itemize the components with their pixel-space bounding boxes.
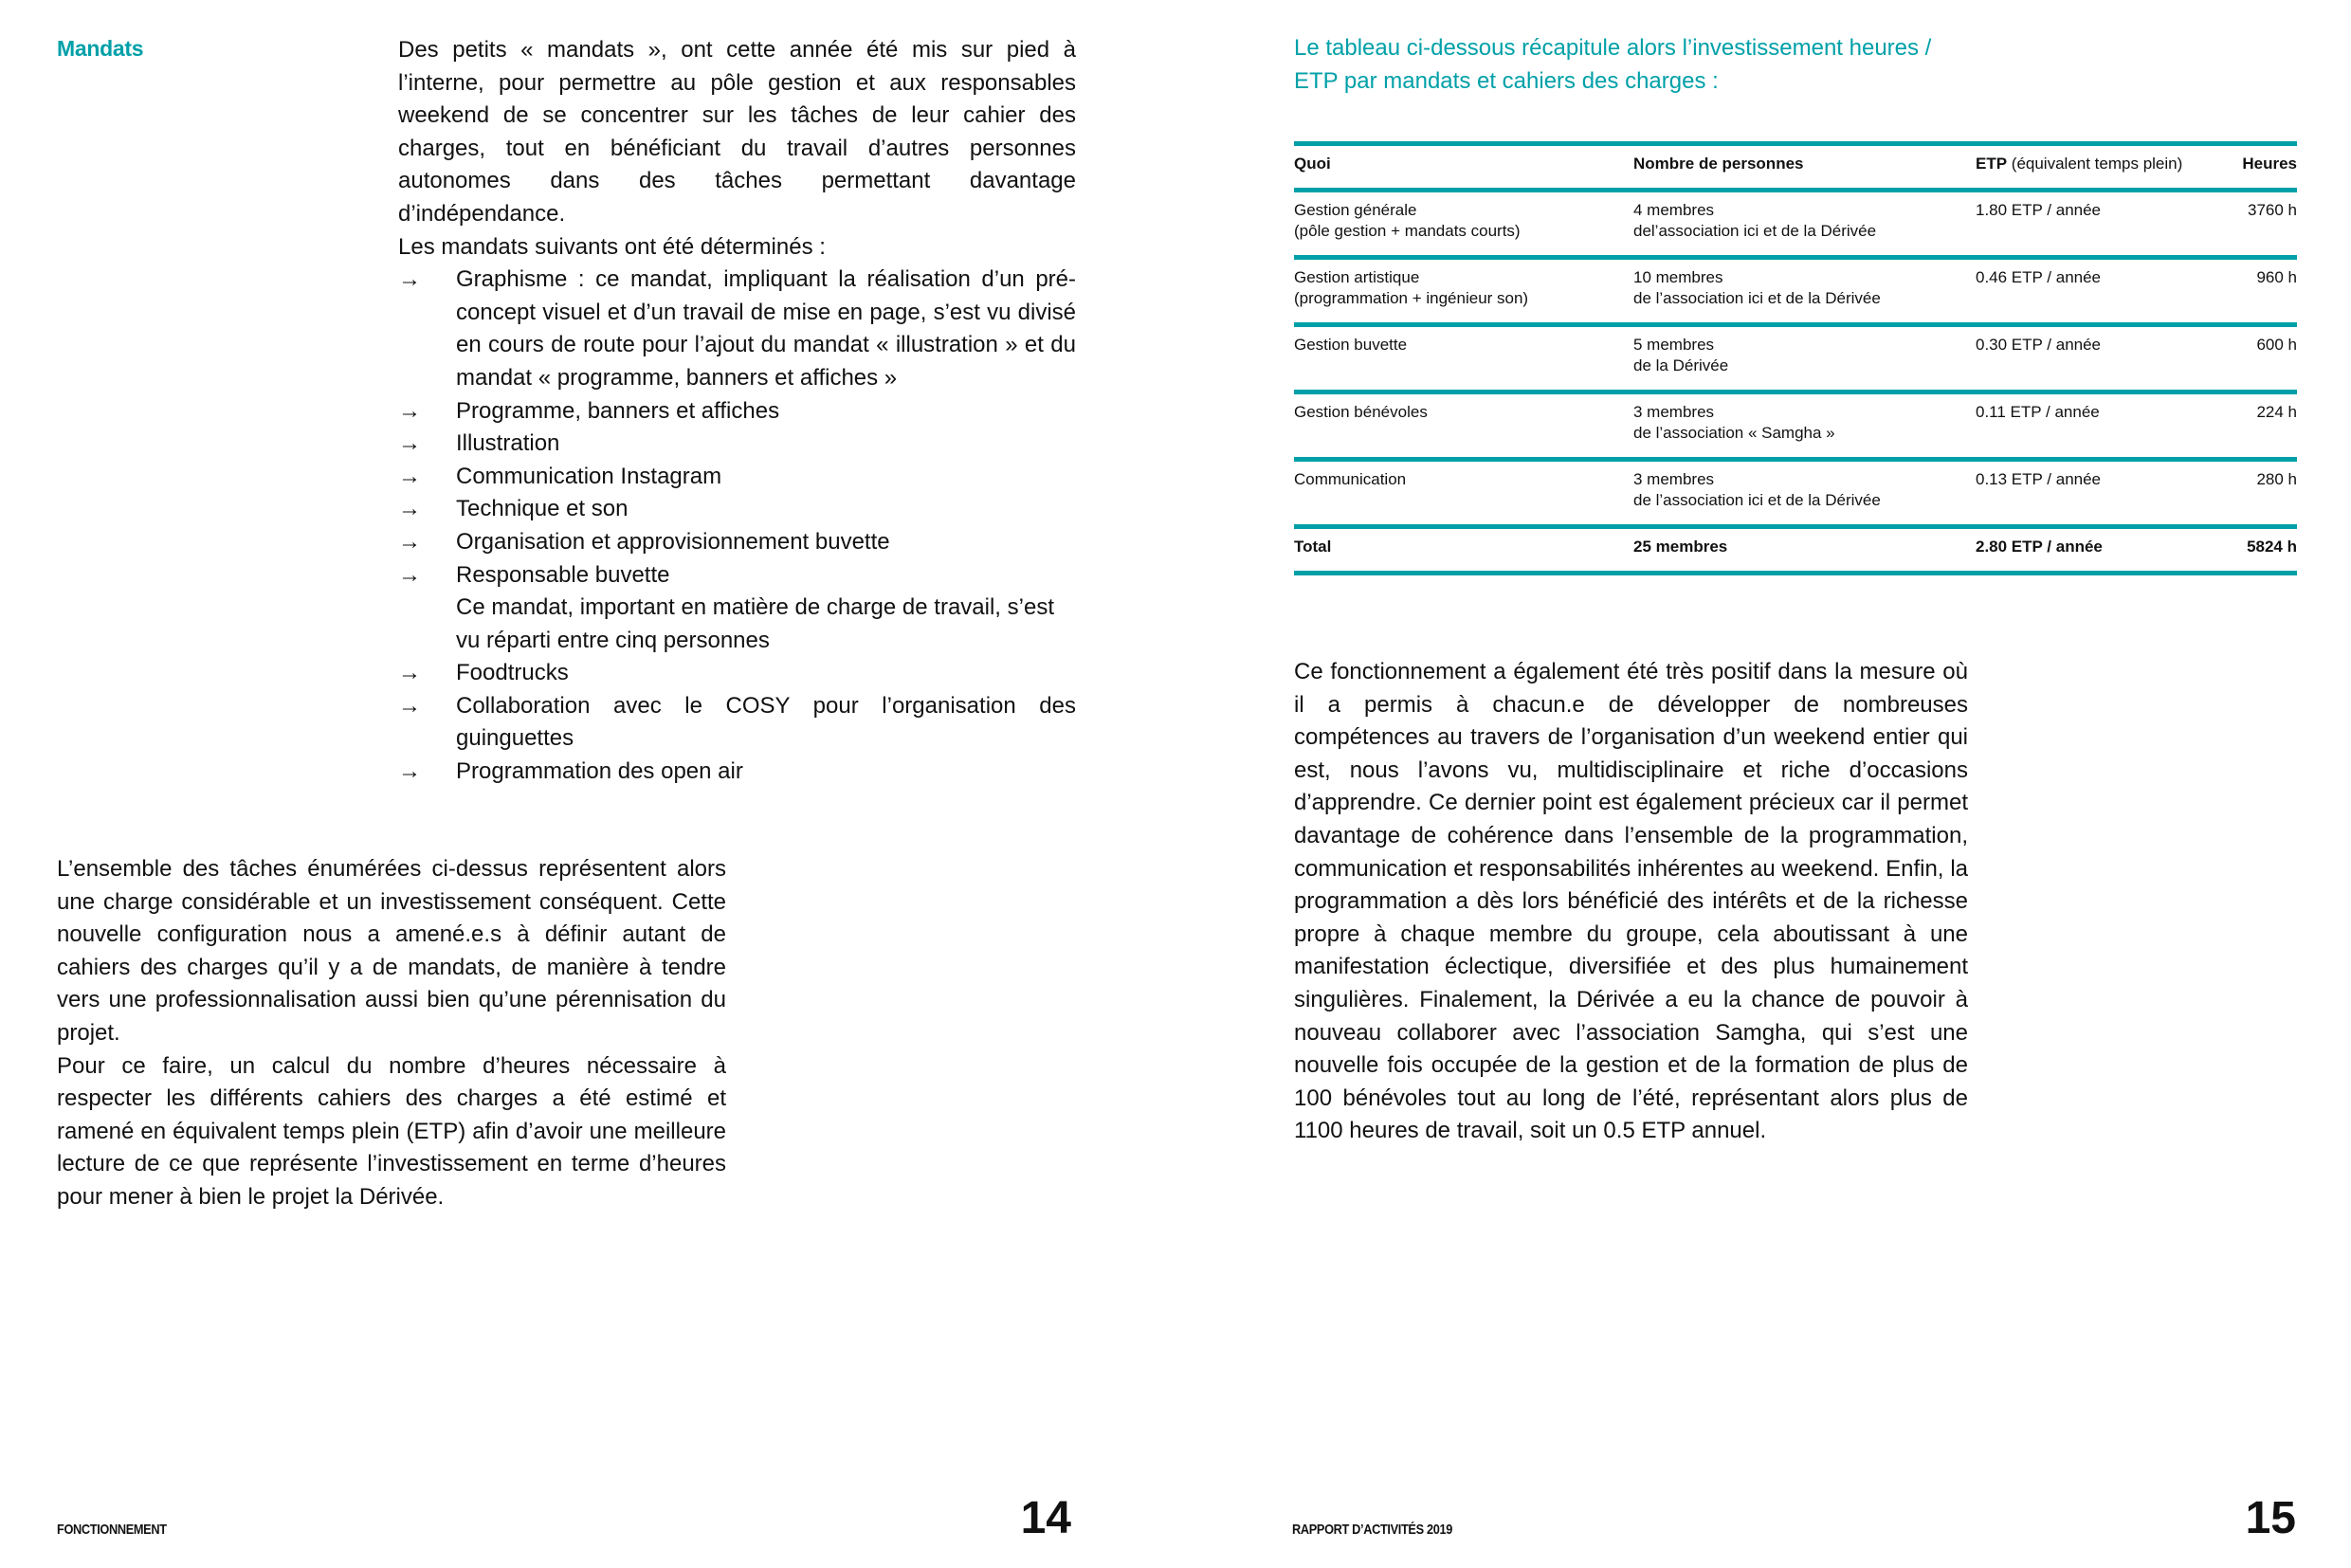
- list-item: → Communication Instagram: [398, 461, 1076, 494]
- arrow-right-icon: →: [398, 397, 421, 424]
- header-people: Nombre de personnes: [1633, 141, 1976, 188]
- table-row: [1294, 188, 2297, 255]
- cell-people: 3 membres de l’association ici et de la Dérivée: [1633, 457, 1976, 524]
- cell-what: Communication: [1294, 457, 1633, 524]
- intro-paragraph: Des petits « mandats », ont cette année été mis sur pied à l’interne, pour permettre au pôle gestion et aux responsables weekend de se concentrer sur les tâches de leur cahier des charges, tout en bénéficiant du travail d’autres personnes autonomes dans des tâches permettant davantage d’indépendance.: [398, 37, 1076, 227]
- section-heading-mandats: Mandats: [57, 36, 144, 61]
- footer-report-label: RAPPORT D’ACTIVITÉS 2019: [1292, 1522, 1452, 1538]
- paragraph: Ce fonctionnement a également été très positif dans la mesure où il a permis à chacun.e de développer de nombreuses compétences au travers de l’organisation d’un weekend entier qui est, nous l’avons vu, multidisciplinaire et riche d’occasions d’apprendre. Ce dernier point est également précieux car il permet davantage de cohérence dans l’ensemble de la programmation, communication et responsabilités inhérentes au weekend. Enfin, la programmation a dès lors bénéficié des intérêts et de la richesse propre à chaque membre du groupe, cela aboutissant à une manifestation éclectique, diversifiée et des plus humainement singulières. Finalement, la Dérivée a eu la chance de pouvoir à nouveau collaborer avec l’association Samgha, qui s’est une nouvelle fois occupée de la gestion et de la formation de plus de 100 bénévoles tout au long de l’été, représentant alors plus de 1100 heures de travail, soit un 0.5 ETP annuel.: [1294, 659, 1968, 1144]
- list-item: → Programmation des open air: [398, 756, 1076, 789]
- list-item: → Illustration: [398, 428, 1076, 461]
- table-row: [1294, 255, 2297, 322]
- cell-hours: 280 h: [2213, 457, 2297, 524]
- list-item: → Organisation et approvisionnement buvette: [398, 526, 1076, 559]
- cell-hours: 600 h: [2213, 322, 2297, 390]
- table-row: [1294, 457, 2297, 524]
- paragraph: L’ensemble des tâches énumérées ci-dessus représentent alors une charge considérable et un investissement conséquent. Cette nouvelle configuration nous a amené.e.s à définir autant de cahiers des charges qu’il y a de mandats, de manière à tendre vers une professionnalisation aussi bien qu’une pérennisation du projet.: [57, 856, 726, 1046]
- mandats-column: [398, 34, 1076, 789]
- etp-summary-table: [1294, 141, 2297, 575]
- paragraph: Pour ce faire, un calcul du nombre d’heures nécessaire à respecter les différents cahiers des charges a été estimé et ramené en équivalent temps plein (ETP) afin d’avoir une meilleure lecture de ce que représente l’investissement en terme d’heures pour mener à bien le projet la Dérivée.: [57, 1052, 726, 1210]
- mandates-list: [398, 264, 1076, 789]
- cell-hours: 3760 h: [2213, 188, 2297, 255]
- list-item: → Collaboration avec le COSY pour l’organisation des guinguettes: [398, 690, 1076, 756]
- arrow-right-icon: →: [398, 528, 421, 555]
- arrow-right-icon: →: [398, 758, 421, 785]
- footer-section-label: FONCTIONNEMENT: [57, 1522, 167, 1538]
- cell-etp: 0.30 ETP / année: [1976, 322, 2213, 390]
- cell-etp: 0.46 ETP / année: [1976, 255, 2213, 322]
- total-label: Total: [1294, 524, 1633, 575]
- cell-etp: 0.13 ETP / année: [1976, 457, 2213, 524]
- list-item-note: Ce mandat, important en matière de charge de travail, s’est vu réparti entre cinq personnes: [456, 594, 1054, 653]
- cell-what: Gestion buvette: [1294, 322, 1633, 390]
- list-item: → Foodtrucks: [398, 657, 1076, 690]
- cell-what: Gestion bénévoles: [1294, 390, 1633, 457]
- workload-paragraphs: [57, 853, 726, 1214]
- list-item: → Programme, banners et affiches: [398, 395, 1076, 428]
- cell-etp: 1.80 ETP / année: [1976, 188, 2213, 255]
- table-row: [1294, 322, 2297, 390]
- page-number: 14: [1020, 1493, 1071, 1543]
- arrow-right-icon: →: [398, 266, 421, 293]
- total-people: 25 membres: [1633, 524, 1976, 575]
- arrow-right-icon: →: [398, 496, 421, 522]
- header-etp: ETP (équivalent temps plein): [1976, 141, 2213, 188]
- list-intro: Les mandats suivants ont été déterminés :: [398, 233, 826, 260]
- total-hours: 5824 h: [2213, 524, 2297, 575]
- arrow-right-icon: →: [398, 430, 421, 457]
- cell-people: 5 membres de la Dérivée: [1633, 322, 1976, 390]
- table-header-row: [1294, 141, 2297, 188]
- cell-etp: 0.11 ETP / année: [1976, 390, 2213, 457]
- list-item: → Graphisme : ce mandat, impliquant la réalisation d’un pré-concept visuel et d’un travail de mise en page, s’est vu divisé en cours de route pour l’ajout du mandat « illustration » et du mandat « programme, banners et affiches »: [398, 264, 1076, 394]
- cell-people: 4 membres del’association ici et de la Dérivée: [1633, 188, 1976, 255]
- table-row: [1294, 390, 2297, 457]
- cell-what: Gestion générale (pôle gestion + mandats courts): [1294, 188, 1633, 255]
- cell-people: 10 membres de l’association ici et de la Dérivée: [1633, 255, 1976, 322]
- table-intro: Le tableau ci-dessous récapitule alors l’investissement heures / ETP par mandats et cahiers des charges :: [1294, 35, 1932, 94]
- cell-people: 3 membres de l’association « Samgha »: [1633, 390, 1976, 457]
- cell-hours: 960 h: [2213, 255, 2297, 322]
- table-total-row: [1294, 524, 2297, 575]
- conclusion-paragraph-block: [1294, 656, 1968, 1148]
- total-etp: 2.80 ETP / année: [1976, 524, 2213, 575]
- page-number: 15: [2245, 1493, 2296, 1543]
- header-hours: Heures: [2213, 141, 2297, 188]
- list-item: → Technique et son: [398, 493, 1076, 526]
- arrow-right-icon: →: [398, 660, 421, 686]
- arrow-right-icon: →: [398, 692, 421, 719]
- list-item: → Responsable buvette Ce mandat, important en matière de charge de travail, s’est vu réparti entre cinq personnes: [398, 559, 1076, 658]
- header-what: Quoi: [1294, 141, 1633, 188]
- cell-hours: 224 h: [2213, 390, 2297, 457]
- cell-what: Gestion artistique (programmation + ingénieur son): [1294, 255, 1633, 322]
- arrow-right-icon: →: [398, 463, 421, 489]
- arrow-right-icon: →: [398, 561, 421, 588]
